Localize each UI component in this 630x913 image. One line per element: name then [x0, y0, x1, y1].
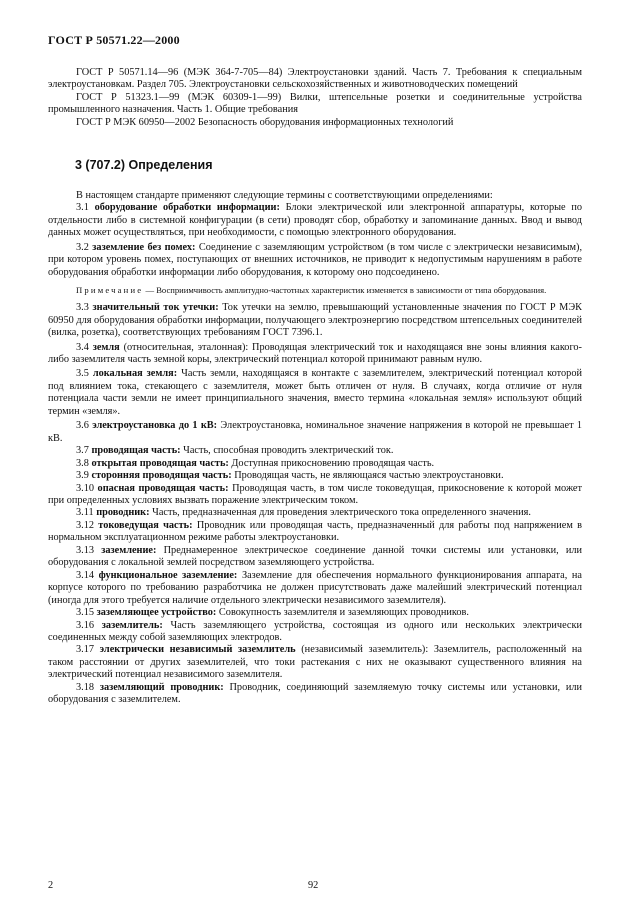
definition-item: 3.3 значительный ток утечки: Ток утечки на землю, превышающий установленные значения по ГОСТ Р МЭК 60950 для оборудования обработки информации, получающего электроэнергию посредством штепсельных соединителей (вилка, розетка), соответствующих требованиям ГОСТ 7396.1. [48, 302, 582, 339]
definition-item: 3.4 земля (относительная, эталонная): Проводящая электрический ток и находящаяся вне зоны влияния какого-либо заземлителя часть земной коры, электрический потенциал которой принимают равным нулю. [48, 341, 582, 365]
definition-item: 3.1 оборудование обработки информации: Блоки электрической или электронной аппаратуры, которые по отдельности либо в системной конфигурации (в сети) проводят сбор, обработку и запоминание данных. Ввод и вывод данных может осуществляться, при необходимости, с помощью электронного оборудования. [48, 202, 582, 239]
page-number: 2 [48, 880, 54, 891]
references-list [48, 67, 582, 129]
definition-item: 3.13 заземление: Преднамеренное электрическое соединение данной точки системы или установки, или оборудования с локальной землей посредством заземляющего устройства. [48, 544, 583, 569]
definition-item: 3.12 токоведущая часть: Проводник или проводящая часть, предназначенный для работы под напряжением в нормальном эксплуатационном режиме работы электроустановки. [48, 519, 582, 544]
definition-item: 3.10 опасная проводящая часть: Проводящая часть, в том числе токоведущая, прикосновение к которой может при определенных условиях вызвать поражение электрическим током. [48, 482, 582, 506]
definition-item: 3.8 открытая проводящая часть: Доступная прикосновению проводящая часть. [76, 457, 435, 469]
definition-item: 3.14 функциональное заземление: Заземление для обеспечения нормального функционирования аппарата, на корпусе которого по требованию разработчика не должен присутствовать даже малейший электрический потенциал (иногда для этого требуется наличие отдельного электрически независимого заземлителя). [48, 569, 582, 606]
definition-item: 3.11 проводник: Часть, предназначенная для проведения электрического тока определенного значения. [76, 507, 531, 519]
definition-item: 3.9 сторонняя проводящая часть: Проводящая часть, не являющаяся частью электроустановки. [76, 470, 504, 482]
definition-item: 3.6 электроустановка до 1 кВ: Электроустановка, номинальное значение напряжения в которой не превышает 1 кВ. [48, 420, 583, 444]
reference-item: ГОСТ Р МЭК 60950—2002 Безопасность оборудования информационных технологий [76, 116, 454, 128]
definition-item: 3.15 заземляющее устройство: Совокупность заземлителя и заземляющих проводников. [76, 607, 469, 619]
page-number-center: 92 [308, 880, 319, 891]
definition-item: 3.18 заземляющий проводник: Проводник, соединяющий заземляемую точку системы или установки, или оборудования с заземлителем. [48, 681, 583, 706]
definition-item: 3.7 проводящая часть: Часть, способная проводить электрический ток. [76, 445, 394, 457]
definition-item: 3.16 заземлитель: Часть заземляющего устройства, состоящая из одного или нескольких электрически соединенных между собой заземляющих электродов. [48, 619, 583, 643]
intro-text: В настоящем стандарте применяют следующие термины с соответствующими определениями: [76, 190, 493, 201]
reference-item: ГОСТ Р 50571.14—96 (МЭК 364-7-705—84) Электроустановки зданий. Часть 7. Требования к специальным электроустановкам. Раздел 705. Электроустановки сельскохозяйственных и животноводческих помещений [48, 67, 582, 91]
section-heading: 3 (707.2) Определения [75, 158, 213, 172]
definitions-body [48, 190, 582, 707]
definition-item: 3.2 заземление без помех: Соединение с заземляющим устройством (в том числе с электрически независимым), при котором уровень помех, поступающих от внешних источников, не приводит к недопустимым нарушениям в работе оборудования обработки информации либо оборудования, к которому оно подсоединено. [48, 241, 583, 278]
definition-item: 3.5 локальная земля: Часть земли, находящаяся в контакте с заземлителем, электрический потенциал которой под влиянием тока, стекающего с заземлителя, может быть отличен от нуля. В случаях, когда отличие от нуля потенциала части земли не имеет принципиального значения, вместо термина «локальная земля» используют общий термин «земля». [48, 368, 582, 417]
reference-item: ГОСТ Р 51323.1—99 (МЭК 60309-1—99) Вилки, штепсельные розетки и соединительные устройства промышленного назначения. Часть 1. Общие требования [48, 91, 582, 116]
note: Примечание — Восприимчивость амплитудно-частотных характеристик изменяется в зависимости от типа оборудования. [76, 285, 547, 296]
definition-item: 3.17 электрически независимый заземлитель (независимый заземлитель): Заземлитель, расположенный на таком расстоянии от других заземлителей, что токи растекания с них не оказывают существенного влияния на электрический потенциал независимого заземлителя. [48, 644, 583, 681]
document-header: ГОСТ Р 50571.22—2000 [48, 33, 180, 47]
